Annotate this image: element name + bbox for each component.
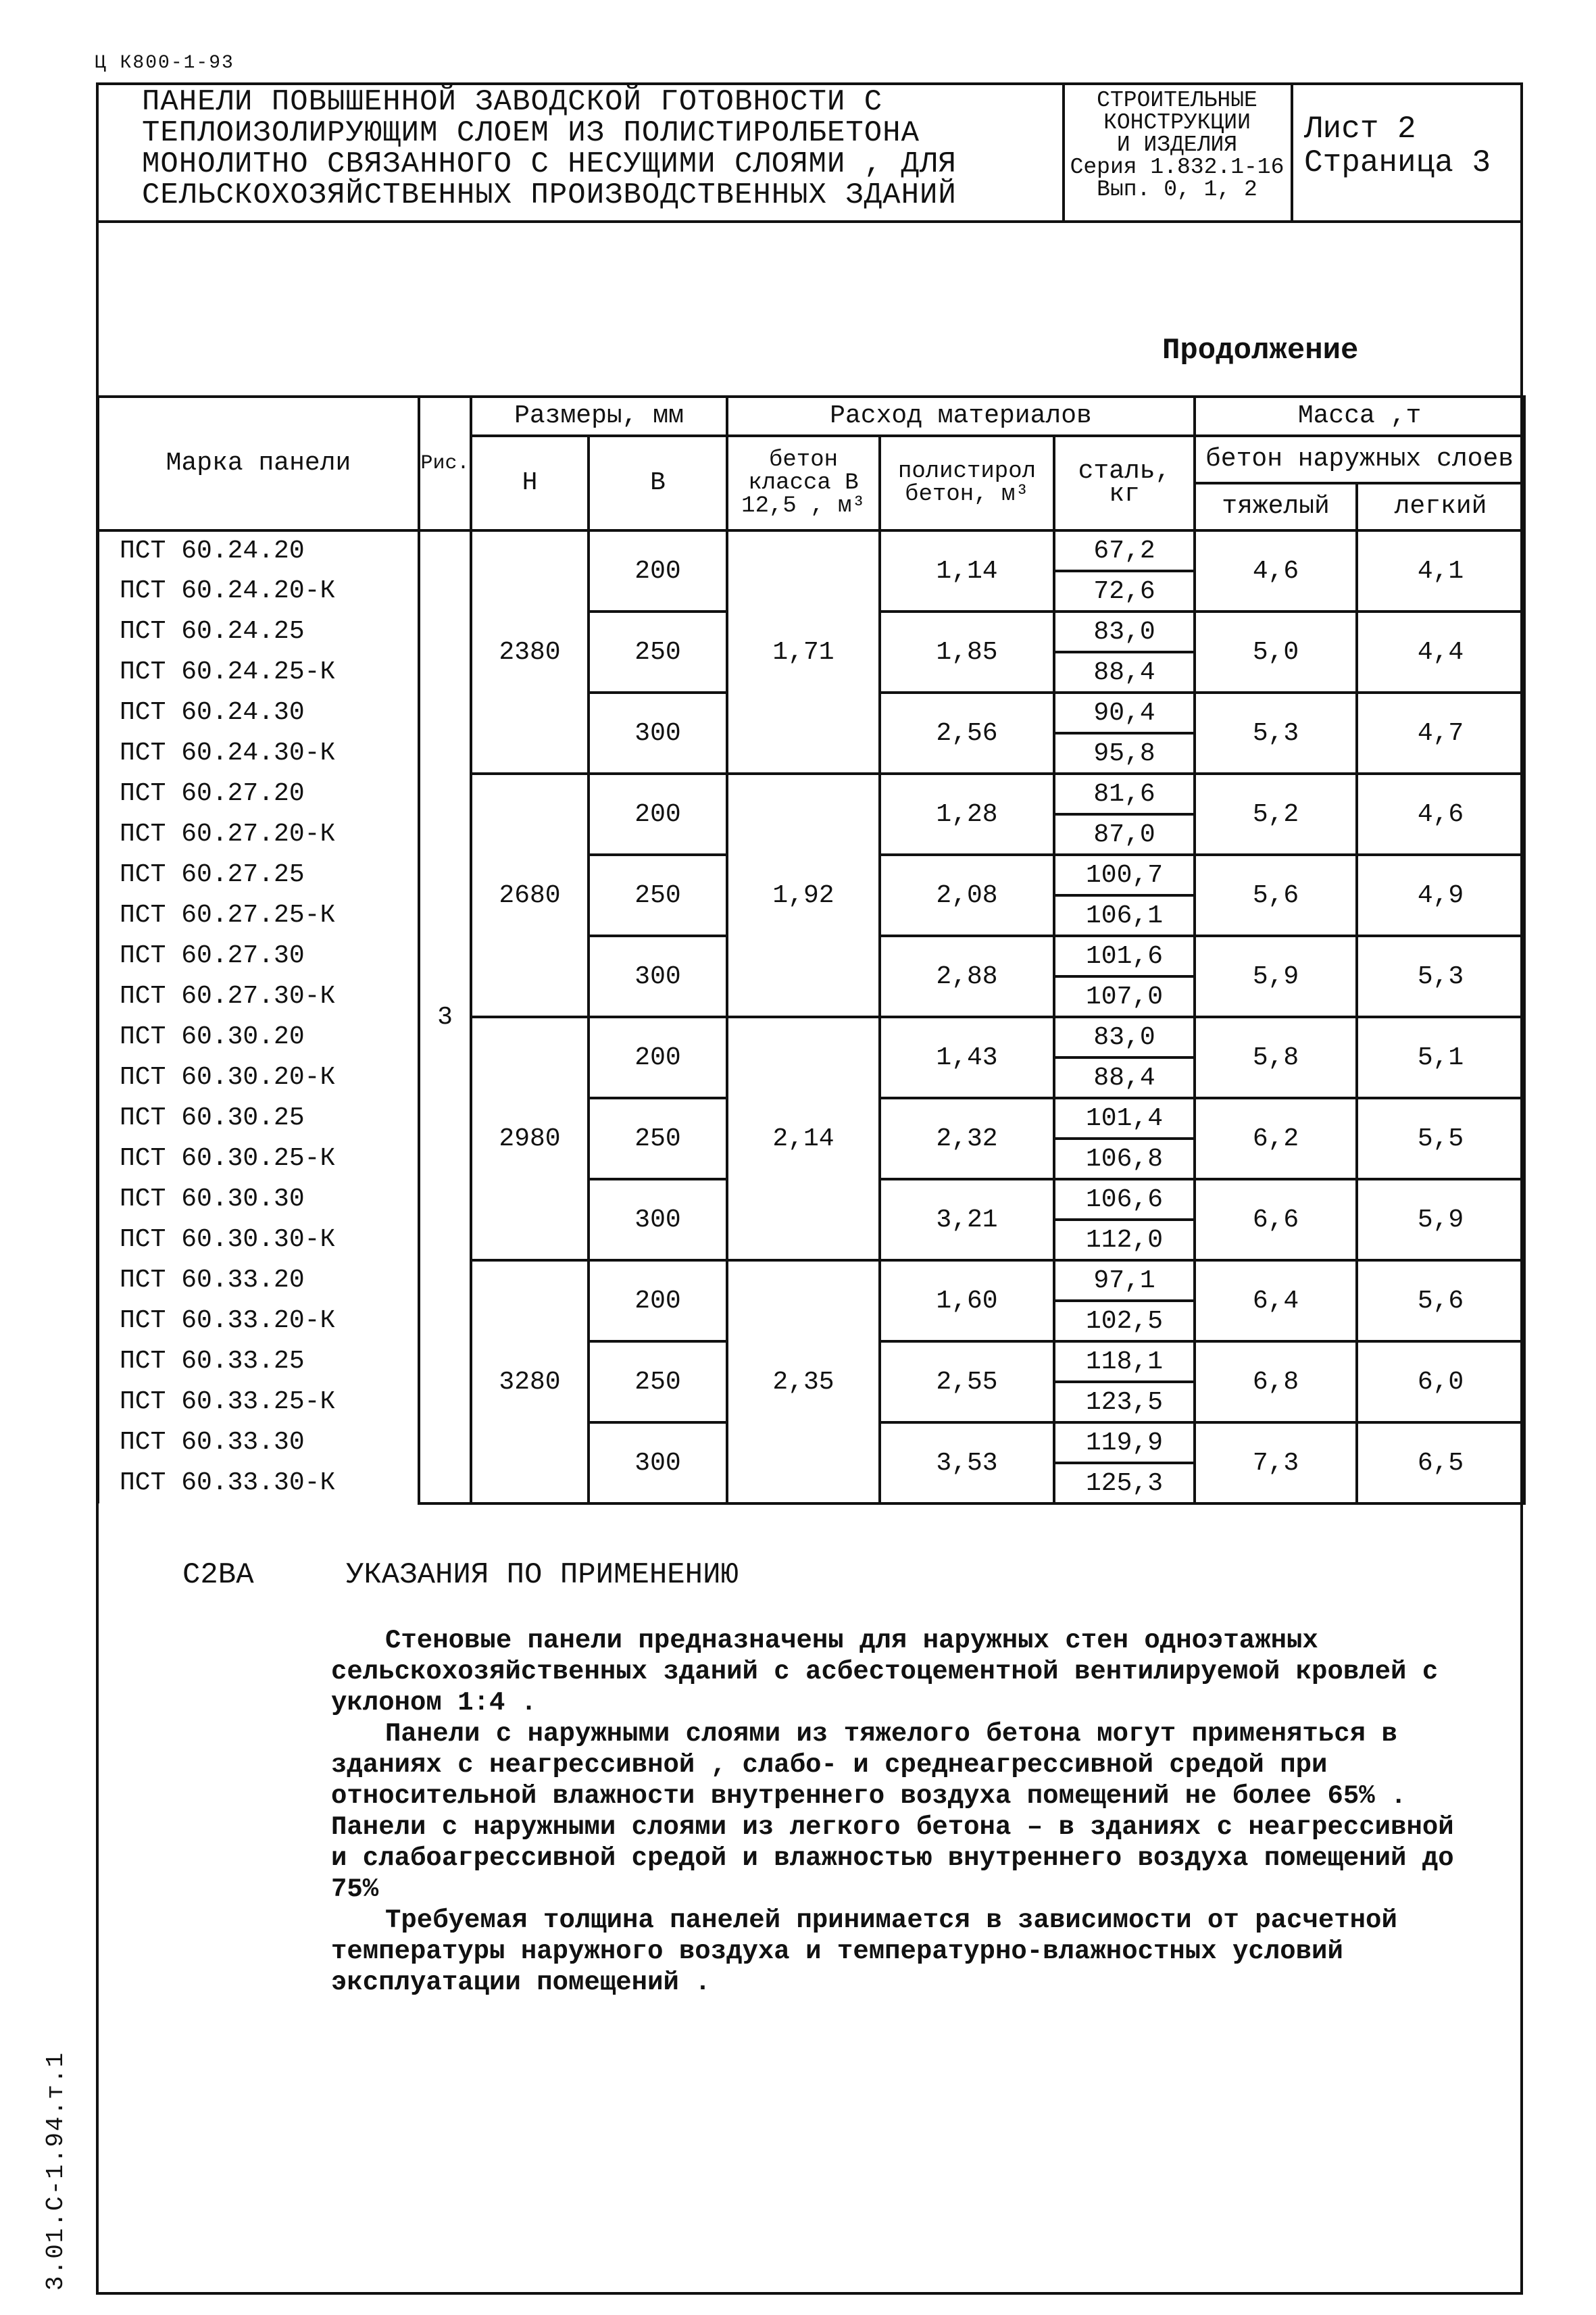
header-concrete: бетон класса В 12,5 , м³ xyxy=(727,436,880,530)
panel-mark: ПСТ 60.33.30-К xyxy=(98,1463,419,1503)
width-cell: 300 xyxy=(589,693,727,774)
steel-cell: 67,2 xyxy=(1054,530,1195,571)
sheet-info xyxy=(1304,112,1491,180)
table-row xyxy=(98,1260,1524,1301)
width-cell: 300 xyxy=(589,1179,727,1260)
panel-mark: ПСТ 60.27.25 xyxy=(98,855,419,895)
document-title xyxy=(142,86,1061,211)
polystyrol-cell: 1,14 xyxy=(880,530,1054,612)
concrete-cell: 2,14 xyxy=(727,1017,880,1260)
width-cell: 300 xyxy=(589,936,727,1017)
panel-mark: ПСТ 60.30.20 xyxy=(98,1017,419,1057)
steel-cell: 100,7 xyxy=(1054,855,1195,895)
width-cell: 200 xyxy=(589,774,727,855)
header-heavy: тяжелый xyxy=(1195,483,1357,530)
header-mark: Марка панели xyxy=(98,397,419,530)
polystyrol-cell: 2,56 xyxy=(880,693,1054,774)
series-line: СТРОИТЕЛЬНЫЕ xyxy=(1097,88,1257,113)
steel-cell: 112,0 xyxy=(1054,1220,1195,1260)
polystyrol-cell: 2,08 xyxy=(880,855,1054,936)
width-cell: 250 xyxy=(589,855,727,936)
steel-cell: 83,0 xyxy=(1054,1017,1195,1057)
height-cell: 2980 xyxy=(471,1017,589,1260)
panel-mark: ПСТ 60.27.20 xyxy=(98,774,419,814)
mass-light-cell: 4,9 xyxy=(1357,855,1524,936)
width-cell: 250 xyxy=(589,612,727,693)
steel-cell: 90,4 xyxy=(1054,693,1195,733)
polystyrol-cell: 1,60 xyxy=(880,1260,1054,1341)
width-cell: 250 xyxy=(589,1098,727,1179)
panels-table xyxy=(97,395,1526,1505)
panel-mark: ПСТ 60.24.25 xyxy=(98,612,419,652)
mass-light-cell: 4,7 xyxy=(1357,693,1524,774)
mass-heavy-cell: 6,8 xyxy=(1195,1341,1357,1422)
mass-heavy-cell: 5,6 xyxy=(1195,855,1357,936)
mass-light-cell: 6,5 xyxy=(1357,1422,1524,1503)
usage-text xyxy=(331,1625,1466,1998)
mass-light-cell: 5,6 xyxy=(1357,1260,1524,1341)
mass-heavy-cell: 5,9 xyxy=(1195,936,1357,1017)
stamp-bottom-line xyxy=(96,220,1523,223)
steel-cell: 95,8 xyxy=(1054,733,1195,774)
series-line: КОНСТРУКЦИИ xyxy=(1103,110,1251,135)
header-light: легкий xyxy=(1357,483,1524,530)
mass-heavy-cell: 7,3 xyxy=(1195,1422,1357,1503)
panel-mark: ПСТ 60.33.20 xyxy=(98,1260,419,1301)
panel-mark: ПСТ 60.24.30 xyxy=(98,693,419,733)
header-materials: Расход материалов xyxy=(727,397,1195,436)
steel-cell: 106,1 xyxy=(1054,895,1195,936)
steel-cell: 83,0 xyxy=(1054,612,1195,652)
steel-cell: 119,9 xyxy=(1054,1422,1195,1463)
mass-heavy-cell: 4,6 xyxy=(1195,530,1357,612)
polystyrol-cell: 1,85 xyxy=(880,612,1054,693)
stamp-divider-2 xyxy=(1291,82,1293,222)
concrete-cell: 2,35 xyxy=(727,1260,880,1503)
panel-mark: ПСТ 60.33.20-К xyxy=(98,1301,419,1341)
polystyrol-cell: 1,28 xyxy=(880,774,1054,855)
width-cell: 200 xyxy=(589,1260,727,1341)
mass-light-cell: 4,6 xyxy=(1357,774,1524,855)
steel-cell: 125,3 xyxy=(1054,1463,1195,1503)
page-number: Страница 3 xyxy=(1304,145,1491,180)
mass-heavy-cell: 5,2 xyxy=(1195,774,1357,855)
section-code: С2ВА xyxy=(182,1558,254,1592)
polystyrol-cell: 2,32 xyxy=(880,1098,1054,1179)
panel-mark: ПСТ 60.30.30-К xyxy=(98,1220,419,1260)
steel-cell: 101,6 xyxy=(1054,936,1195,976)
stamp-divider-1 xyxy=(1062,82,1065,222)
height-cell: 3280 xyxy=(471,1260,589,1503)
steel-cell: 81,6 xyxy=(1054,774,1195,814)
mass-heavy-cell: 5,0 xyxy=(1195,612,1357,693)
table-row xyxy=(98,1017,1524,1057)
panel-mark: ПСТ 60.24.20 xyxy=(98,530,419,571)
title-line: МОНОЛИТНО СВЯЗАННОГО С НЕСУЩИМИ СЛОЯМИ , ДЛЯ xyxy=(142,147,957,181)
title-line: ПАНЕЛИ ПОВЫШЕННОЙ ЗАВОДСКОЙ ГОТОВНОСТИ С xyxy=(142,85,883,119)
mass-light-cell: 6,0 xyxy=(1357,1341,1524,1422)
polystyrol-cell: 2,88 xyxy=(880,936,1054,1017)
panel-mark: ПСТ 60.33.25-К xyxy=(98,1382,419,1422)
table-row xyxy=(98,530,1524,571)
steel-cell: 123,5 xyxy=(1054,1382,1195,1422)
mass-light-cell: 5,1 xyxy=(1357,1017,1524,1098)
document-code-side: 3.01.С-1.94.т.1 xyxy=(42,2051,70,2291)
continuation-label: Продолжение xyxy=(1162,334,1359,368)
header-fig: Рис. xyxy=(419,397,471,530)
steel-cell: 107,0 xyxy=(1054,976,1195,1017)
steel-cell: 101,4 xyxy=(1054,1098,1195,1139)
table-row xyxy=(98,774,1524,814)
panel-mark: ПСТ 60.24.25-К xyxy=(98,652,419,693)
section-title: УКАЗАНИЯ ПО ПРИМЕНЕНИЮ xyxy=(346,1558,739,1592)
panel-mark: ПСТ 60.24.20-К xyxy=(98,571,419,612)
paragraph: Панели с наружными слоями из тяжелого бетона могут применяться в зданиях с неагрессивной , слабо- и среднеагрессивной средой при относительной влажности внутреннего воздуха помещений не более 65% . Панели с наружными слоями из легкого бетона – в зданиях с неагрессивной и слабоагрессивной средой и влажностью внутреннего воздуха помещений до 75% xyxy=(331,1719,1454,1904)
mass-heavy-cell: 6,6 xyxy=(1195,1179,1357,1260)
panel-mark: ПСТ 60.33.25 xyxy=(98,1341,419,1382)
polystyrol-cell: 2,55 xyxy=(880,1341,1054,1422)
steel-cell: 87,0 xyxy=(1054,814,1195,855)
document-code-top: Ц К800-1-93 xyxy=(95,53,234,74)
polystyrol-cell: 1,43 xyxy=(880,1017,1054,1098)
mass-light-cell: 5,3 xyxy=(1357,936,1524,1017)
panel-mark: ПСТ 60.27.20-К xyxy=(98,814,419,855)
paragraph: Стеновые панели предназначены для наружных стен одноэтажных сельскохозяйственных зданий с асбестоцементной вентилируемой кровлей с уклоном 1:4 . xyxy=(331,1626,1439,1718)
concrete-cell: 1,71 xyxy=(727,530,880,774)
paragraph: Требуемая толщина панелей принимается в зависимости от расчетной температуры наружного воздуха и температурно-влажностных условий эксплуатации помещений . xyxy=(331,1906,1397,1997)
header-steel: сталь, кг xyxy=(1054,436,1195,530)
header-polystyrol: полистирол бетон, м³ xyxy=(880,436,1054,530)
title-line: СЕЛЬСКОХОЗЯЙСТВЕННЫХ ПРОИЗВОДСТВЕННЫХ ЗДАНИЙ xyxy=(142,178,957,212)
height-cell: 2380 xyxy=(471,530,589,774)
steel-cell: 88,4 xyxy=(1054,652,1195,693)
header-mass: Масса ,т xyxy=(1195,397,1524,436)
width-cell: 250 xyxy=(589,1341,727,1422)
header-sizes: Размеры, мм xyxy=(471,397,727,436)
polystyrol-cell: 3,21 xyxy=(880,1179,1054,1260)
panel-mark: ПСТ 60.30.20-К xyxy=(98,1057,419,1098)
concrete-cell: 1,92 xyxy=(727,774,880,1017)
width-cell: 300 xyxy=(589,1422,727,1503)
mass-heavy-cell: 5,3 xyxy=(1195,693,1357,774)
width-cell: 200 xyxy=(589,1017,727,1098)
mass-light-cell: 5,5 xyxy=(1357,1098,1524,1179)
header-outer-layers: бетон наружных слоев xyxy=(1195,436,1524,483)
series-line: И ИЗДЕЛИЯ xyxy=(1116,132,1238,157)
series-line: Вып. 0, 1, 2 xyxy=(1097,177,1257,202)
panel-mark: ПСТ 60.30.25 xyxy=(98,1098,419,1139)
mass-heavy-cell: 6,2 xyxy=(1195,1098,1357,1179)
series-line: Серия 1.832.1-16 xyxy=(1070,155,1285,180)
panel-mark: ПСТ 60.33.30 xyxy=(98,1422,419,1463)
panels-table-body xyxy=(98,530,1524,1503)
mass-light-cell: 4,1 xyxy=(1357,530,1524,612)
steel-cell: 106,6 xyxy=(1054,1179,1195,1220)
mass-heavy-cell: 5,8 xyxy=(1195,1017,1357,1098)
sheet-number: Лист 2 xyxy=(1304,111,1416,147)
steel-cell: 106,8 xyxy=(1054,1139,1195,1179)
polystyrol-cell: 3,53 xyxy=(880,1422,1054,1503)
panel-mark: ПСТ 60.27.30 xyxy=(98,936,419,976)
panel-mark: ПСТ 60.30.25-К xyxy=(98,1139,419,1179)
steel-cell: 102,5 xyxy=(1054,1301,1195,1341)
steel-cell: 97,1 xyxy=(1054,1260,1195,1301)
steel-cell: 118,1 xyxy=(1054,1341,1195,1382)
width-cell: 200 xyxy=(589,530,727,612)
header-b: В xyxy=(589,436,727,530)
header-h: Н xyxy=(471,436,589,530)
panel-mark: ПСТ 60.24.30-К xyxy=(98,733,419,774)
steel-cell: 72,6 xyxy=(1054,571,1195,612)
mass-heavy-cell: 6,4 xyxy=(1195,1260,1357,1341)
panel-mark: ПСТ 60.27.25-К xyxy=(98,895,419,936)
panel-mark: ПСТ 60.30.30 xyxy=(98,1179,419,1220)
mass-light-cell: 5,9 xyxy=(1357,1179,1524,1260)
title-line: ТЕПЛОИЗОЛИРУЮЩИМ СЛОЕМ ИЗ ПОЛИСТИРОЛБЕТОНА xyxy=(142,116,920,150)
series-block xyxy=(1069,89,1285,201)
panel-mark: ПСТ 60.27.30-К xyxy=(98,976,419,1017)
height-cell: 2680 xyxy=(471,774,589,1017)
steel-cell: 88,4 xyxy=(1054,1057,1195,1098)
mass-light-cell: 4,4 xyxy=(1357,612,1524,693)
fig-cell: 3 xyxy=(419,530,471,1503)
